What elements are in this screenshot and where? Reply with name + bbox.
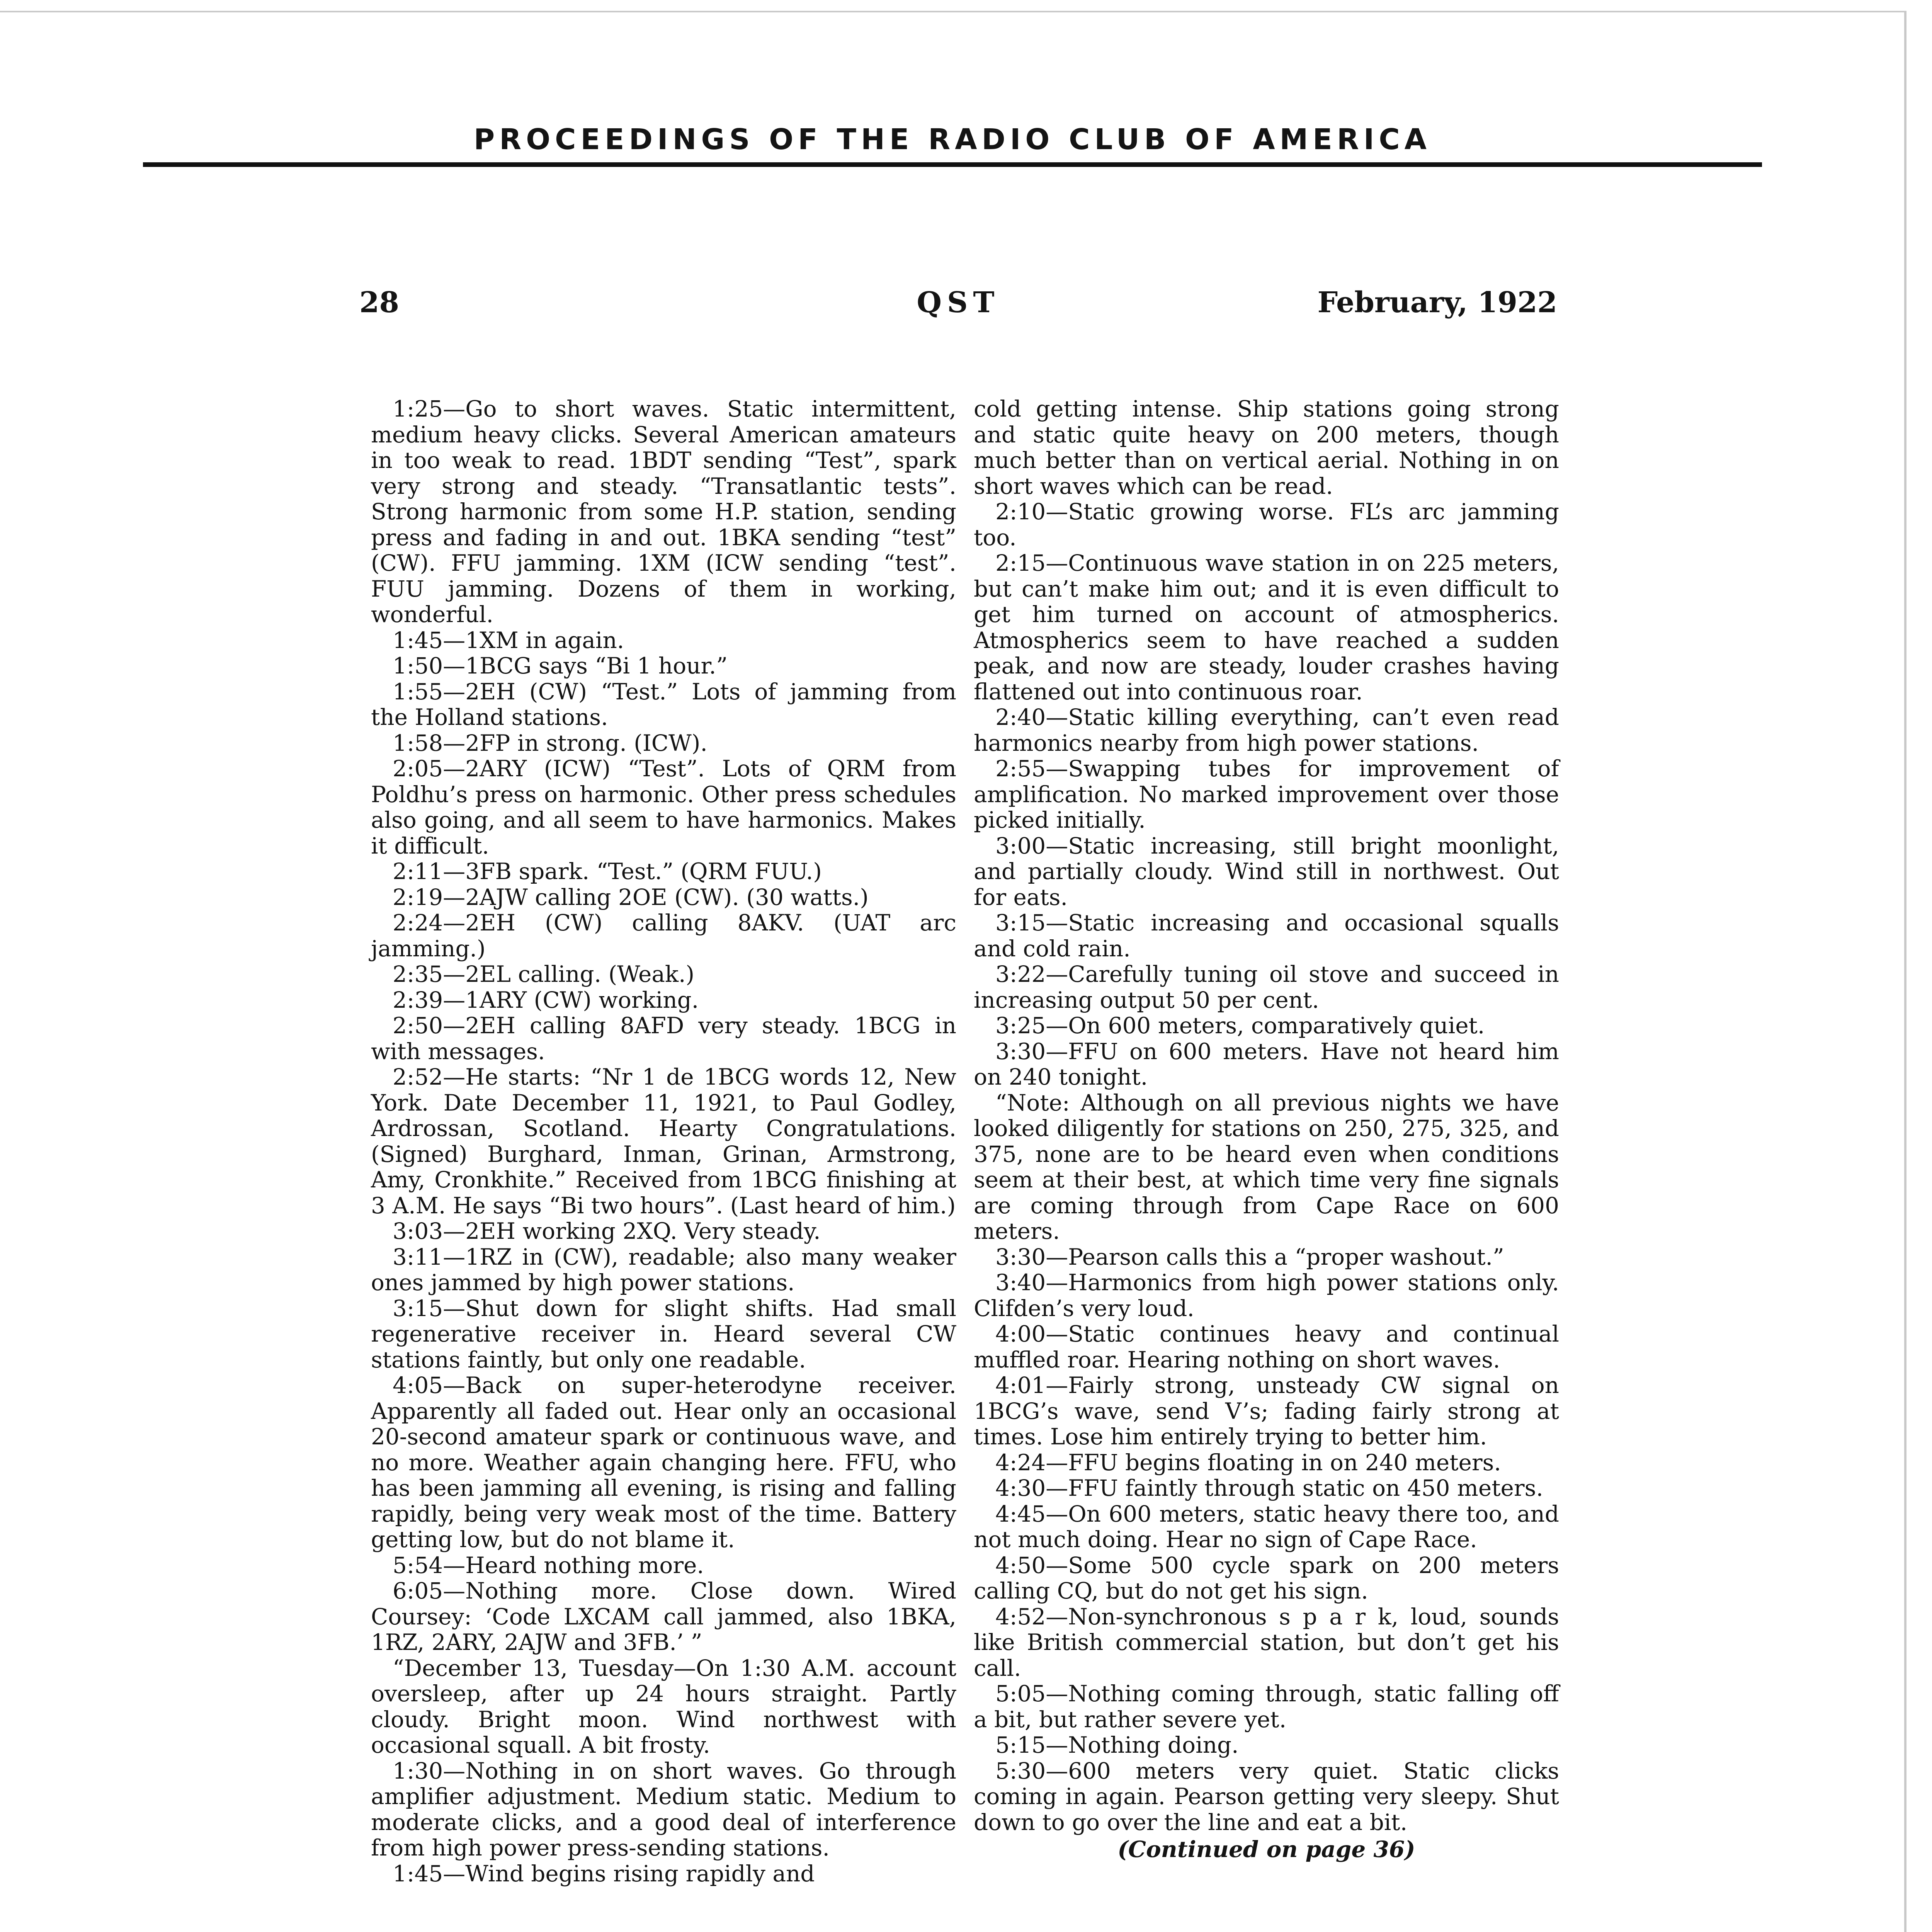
- log-entry: 4:01—Fairly strong, unsteady CW signal on 1BCG’s wave, send V’s; fading fairly strong at times. Lose him entirely trying to better him.: [974, 1372, 1559, 1450]
- log-entry: 2:35—2EL calling. (Weak.): [393, 961, 695, 987]
- log-entry: 3:30—Pearson calls this a “proper washout.”: [995, 1243, 1504, 1270]
- issue-date: February, 1922: [1317, 286, 1557, 319]
- continued-note: (Continued on page 36): [1117, 1836, 1415, 1862]
- log-entry: 3:11—1RZ in (CW), readable; also many weaker ones jammed by high power stations.: [371, 1243, 956, 1296]
- log-entry: 1:45—Wind begins rising rapidly and: [393, 1860, 815, 1887]
- log-entry: 5:54—Heard nothing more.: [393, 1552, 704, 1578]
- log-entry: 3:15—Shut down for slight shifts. Had small regenerative receiver in. Heard several CW stations faintly, but only one readable.: [371, 1295, 956, 1373]
- log-entry: 2:55—Swapping tubes for improvement of amplification. No marked improvement over those picked initially.: [974, 755, 1559, 833]
- running-head: PROCEEDINGS OF THE RADIO CLUB OF AMERICA: [474, 123, 1431, 156]
- log-entry: 2:05—2ARY (ICW) “Test”. Lots of QRM from Poldhu’s press on harmonic. Other press schedules also going, and all seem to have harmonics. Makes it difficult.: [371, 755, 956, 859]
- log-entry: 5:30—600 meters very quiet. Static clicks coming in again. Pearson getting very sleepy. Shut down to go over the line and eat a bit.: [974, 1757, 1559, 1835]
- scan-edge-top: [0, 11, 1905, 12]
- scan-edge-right: [1904, 11, 1906, 1932]
- log-entry: 3:03—2EH working 2XQ. Very steady.: [393, 1218, 821, 1244]
- log-entry: cold getting intense. Ship stations going strong and static quite heavy on 200 meters, though much better than on vertical aerial. Nothing in on short waves which can be read.: [974, 396, 1559, 499]
- log-entry: 1:25—Go to short waves. Static intermittent, medium heavy clicks. Several American amateurs in too weak to read. 1BDT sending “Test”, spark very strong and steady. “Transatlantic tests”. Strong harmonic from some H.P. station, sending press and fading in and out. 1BKA sending “test” (CW). FFU jamming. 1XM (ICW sending “test”. FUU jamming. Dozens of them in working, wonderful.: [371, 396, 956, 628]
- log-entry: 1:30—Nothing in on short waves. Go through amplifier adjustment. Medium static. Medium to moderate clicks, and a good deal of interference from high power press-sending stations.: [371, 1757, 956, 1861]
- log-entry: 2:39—1ARY (CW) working.: [393, 986, 699, 1013]
- log-entry: 4:05—Back on super-heterodyne receiver. Apparently all faded out. Hear only an occasional 20-second amateur spark or continuous wave, and no more. Weather again changing here. FFU, who has been jamming all evening, is rising and falling rapidly, being very weak most of the time. Battery getting low, but do not blame it.: [371, 1372, 956, 1553]
- log-entry: 3:40—Harmonics from high power stations only. Clifden’s very loud.: [974, 1269, 1559, 1321]
- log-entry: 2:50—2EH calling 8AFD very steady. 1BCG in with messages.: [371, 1012, 956, 1065]
- log-entry: 1:58—2FP in strong. (ICW).: [393, 730, 707, 756]
- log-entry: 2:19—2AJW calling 2OE (CW). (30 watts.): [393, 884, 869, 910]
- log-entry: 3:22—Carefully tuning oil stove and succeed in increasing output 50 per cent.: [974, 961, 1559, 1013]
- log-entry: 2:11—3FB spark. “Test.” (QRM FUU.): [393, 858, 822, 884]
- log-entry: 5:05—Nothing coming through, static falling off a bit, but rather severe yet.: [974, 1680, 1559, 1733]
- log-entry: 4:24—FFU begins floating in on 240 meters.: [995, 1449, 1501, 1476]
- log-entry: “December 13, Tuesday—On 1:30 A.M. account oversleep, after up 24 hours straight. Partly cloudy. Bright moon. Wind northwest with occasional squall. A bit frosty.: [371, 1655, 956, 1758]
- log-entry: 6:05—Nothing more. Close down. Wired Coursey: ‘Code LXCAM call jammed, also 1BKA, 1RZ, 2ARY, 2AJW and 3FB.’ ”: [371, 1578, 956, 1655]
- log-entry: 4:45—On 600 meters, static heavy there too, and not much doing. Hear no sign of Cape Race.: [974, 1500, 1559, 1553]
- log-entry: 1:50—1BCG says “Bi 1 hour.”: [393, 653, 728, 679]
- log-entry: 3:00—Static increasing, still bright moonlight, and partially cloudy. Wind still in northwest. Out for eats.: [974, 832, 1559, 910]
- log-entry: 5:15—Nothing doing.: [995, 1732, 1239, 1758]
- log-entry: 4:00—Static continues heavy and continual muffled roar. Hearing nothing on short waves.: [974, 1321, 1559, 1373]
- log-entry: 1:55—2EH (CW) “Test.” Lots of jamming from the Holland stations.: [371, 678, 956, 730]
- log-entry: 2:40—Static killing everything, can’t even read harmonics nearby from high power stations.: [974, 704, 1559, 756]
- log-entry: 2:10—Static growing worse. FL’s arc jamming too.: [974, 498, 1559, 551]
- log-entry: 4:50—Some 500 cycle spark on 200 meters calling CQ, but do not get his sign.: [974, 1552, 1559, 1604]
- left-column: [371, 396, 956, 1886]
- log-entry: 3:25—On 600 meters, comparatively quiet.: [995, 1012, 1485, 1039]
- right-column: [974, 396, 1559, 1862]
- page-number: 28: [359, 286, 399, 319]
- log-entry: 1:45—1XM in again.: [393, 627, 624, 653]
- head-rule: [143, 162, 1762, 167]
- page-header: [359, 286, 1557, 328]
- log-entry: 3:30—FFU on 600 meters. Have not heard him on 240 tonight.: [974, 1038, 1559, 1090]
- log-entry: 2:15—Continuous wave station in on 225 meters, but can’t make him out; and it is even difficult to get him turned on account of atmospherics. Atmospherics seem to have reached a sudden peak, and now are steady, louder crashes having flattened out into continuous roar.: [974, 550, 1559, 705]
- log-entry: 4:52—Non-synchronous s p a r k, loud, sounds like British commercial station, but don’t get his call.: [974, 1603, 1559, 1681]
- log-entry: “Note: Although on all previous nights we have looked diligently for stations on 250, 275, 325, and 375, none are to be heard even when conditions seem at their best, at which time very fine signals are coming through from Cape Race on 600 meters.: [974, 1089, 1559, 1244]
- log-entry: 2:24—2EH (CW) calling 8AKV. (UAT arc jamming.): [371, 910, 956, 962]
- log-entry: 3:15—Static increasing and occasional squalls and cold rain.: [974, 910, 1559, 962]
- log-entry: 4:30—FFU faintly through static on 450 meters.: [995, 1475, 1543, 1501]
- log-entry: 2:52—He starts: “Nr 1 de 1BCG words 12, New York. Date December 11, 1921, to Paul Godley, Ardrossan, Scotland. Hearty Congratulations. (Signed) Burghard, Inman, Grinan, Armstrong, Amy, Cronkhite.” Received from 1BCG finishing at 3 A.M. He says “Bi two hours”. (Last heard of him.): [371, 1064, 956, 1219]
- magazine-title: QST: [917, 286, 1000, 319]
